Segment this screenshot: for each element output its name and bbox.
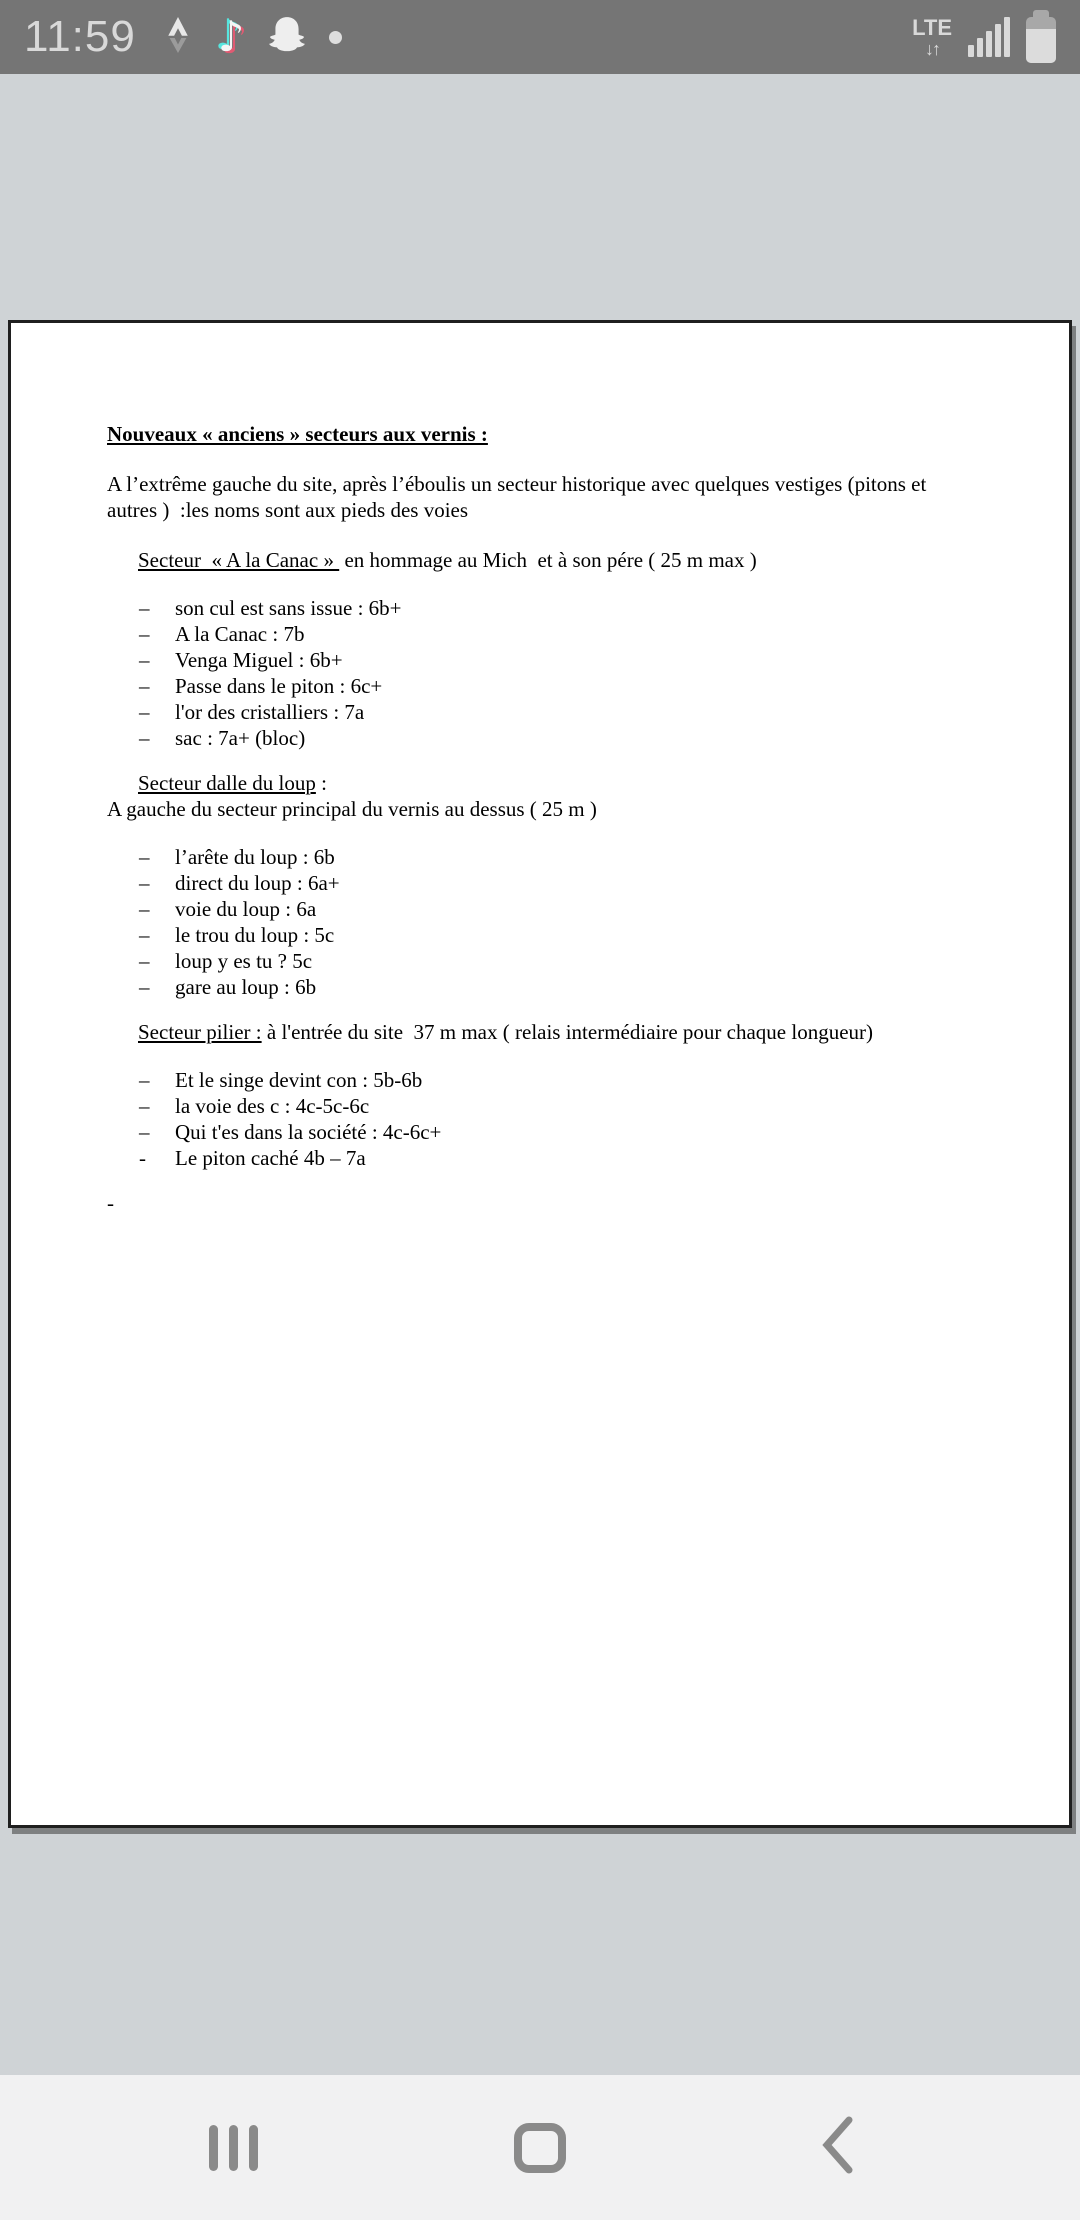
route-name-and-grade: son cul est sans issue : 6b+ bbox=[175, 596, 402, 620]
route-list-item bbox=[107, 725, 1013, 751]
route-name-and-grade: la voie des c : 4c-5c-6c bbox=[175, 1094, 370, 1118]
home-button[interactable] bbox=[445, 2075, 635, 2220]
home-icon bbox=[514, 2123, 566, 2173]
section-heading bbox=[138, 770, 1013, 796]
route-name-and-grade: Le piton caché 4b – 7a bbox=[175, 1146, 366, 1170]
route-list-item bbox=[107, 1119, 1013, 1145]
route-list-item bbox=[107, 1067, 1013, 1093]
route-list-item bbox=[107, 647, 1013, 673]
clock: 11:59 bbox=[24, 12, 136, 61]
route-name-and-grade: l'or des cristalliers : 7a bbox=[175, 700, 365, 724]
snapchat-icon bbox=[265, 15, 309, 60]
list-dash: – bbox=[139, 674, 150, 698]
route-list-item bbox=[107, 896, 1013, 922]
notification-icons bbox=[158, 14, 342, 61]
list-dash: – bbox=[139, 871, 150, 895]
route-list bbox=[107, 844, 1013, 1000]
list-dash: – bbox=[139, 596, 150, 620]
list-dash: – bbox=[139, 949, 150, 973]
section-heading-underlined: Secteur « A la Canac » bbox=[138, 548, 340, 572]
list-dash: – bbox=[139, 726, 150, 750]
recents-icon bbox=[209, 2125, 258, 2171]
section-heading-underlined: Secteur dalle du loup bbox=[138, 771, 316, 795]
list-dash: – bbox=[139, 975, 150, 999]
system-status-icons bbox=[912, 11, 1056, 63]
route-name-and-grade: Venga Miguel : 6b+ bbox=[175, 648, 343, 672]
list-dash: – bbox=[139, 923, 150, 947]
section-a-la-canac bbox=[107, 547, 1013, 751]
route-list-item bbox=[107, 595, 1013, 621]
signal-icon bbox=[968, 17, 1010, 57]
route-list-item bbox=[107, 948, 1013, 974]
list-dash: – bbox=[139, 1094, 150, 1118]
section-heading-underlined: Secteur pilier : bbox=[138, 1020, 262, 1044]
section-subline: A gauche du secteur principal du vernis au dessus ( 25 m ) bbox=[107, 797, 597, 821]
section-heading-rest: : bbox=[315, 771, 327, 795]
route-list-item bbox=[107, 1145, 1013, 1171]
route-name-and-grade: Qui t'es dans la société : 4c-6c+ bbox=[175, 1120, 442, 1144]
route-name-and-grade: Et le singe devint con : 5b-6b bbox=[175, 1068, 423, 1092]
back-icon bbox=[818, 2114, 858, 2181]
list-dash: – bbox=[139, 897, 150, 921]
route-list-item bbox=[107, 699, 1013, 725]
route-list-item bbox=[107, 870, 1013, 896]
route-list-item bbox=[107, 621, 1013, 647]
section-heading bbox=[138, 547, 1013, 573]
tiktok-icon: ♪ bbox=[217, 12, 245, 61]
list-dash: – bbox=[139, 845, 150, 869]
intro-paragraph: A l’extrême gauche du site, après l’éboulis un secteur historique avec quelques vestiges (pitons et autres ) :les noms sont aux pieds des voies bbox=[107, 472, 932, 522]
route-list bbox=[107, 1067, 1013, 1171]
recents-button[interactable] bbox=[138, 2075, 328, 2220]
section-dalle-du-loup bbox=[107, 770, 1013, 1000]
route-list-item bbox=[107, 673, 1013, 699]
route-name-and-grade: voie du loup : 6a bbox=[175, 897, 317, 921]
strava-icon bbox=[158, 14, 198, 61]
battery-icon bbox=[1026, 17, 1056, 63]
route-name-and-grade: A la Canac : 7b bbox=[175, 622, 305, 646]
lte-indicator: LTE ↓↑ bbox=[912, 14, 952, 59]
status-bar bbox=[0, 0, 1080, 74]
list-dash: – bbox=[139, 622, 150, 646]
navigation-bar bbox=[0, 2075, 1080, 2220]
route-name-and-grade: gare au loup : 6b bbox=[175, 975, 317, 999]
list-dash: – bbox=[139, 648, 150, 672]
list-dash: – bbox=[139, 1068, 150, 1092]
route-name-and-grade: sac : 7a+ (bloc) bbox=[175, 726, 306, 750]
more-notifications-dot bbox=[329, 31, 342, 44]
route-name-and-grade: loup y es tu ? 5c bbox=[175, 949, 313, 973]
route-list-item bbox=[107, 922, 1013, 948]
route-list-item bbox=[107, 974, 1013, 1000]
document-page bbox=[8, 320, 1072, 1828]
data-arrows-icon: ↓↑ bbox=[925, 38, 940, 59]
route-list-item bbox=[107, 844, 1013, 870]
route-name-and-grade: l’arête du loup : 6b bbox=[175, 845, 335, 869]
route-name-and-grade: le trou du loup : 5c bbox=[175, 923, 335, 947]
list-dash: - bbox=[139, 1146, 146, 1170]
trailing-dash: - bbox=[107, 1191, 114, 1215]
route-list-item bbox=[107, 1093, 1013, 1119]
section-heading bbox=[138, 1019, 1013, 1045]
section-heading-rest: à l'entrée du site 37 m max ( relais intermédiaire pour chaque longueur) bbox=[261, 1020, 874, 1044]
route-name-and-grade: direct du loup : 6a+ bbox=[175, 871, 340, 895]
route-list bbox=[107, 595, 1013, 751]
section-pilier bbox=[107, 1019, 1013, 1171]
document-viewer[interactable] bbox=[0, 74, 1080, 2075]
back-button[interactable] bbox=[743, 2075, 933, 2220]
document-title: Nouveaux « anciens » secteurs aux vernis : bbox=[107, 422, 488, 446]
section-heading-rest: en hommage au Mich et à son pére ( 25 m max ) bbox=[339, 548, 757, 572]
route-name-and-grade: Passe dans le piton : 6c+ bbox=[175, 674, 383, 698]
list-dash: – bbox=[139, 1120, 150, 1144]
list-dash: – bbox=[139, 700, 150, 724]
